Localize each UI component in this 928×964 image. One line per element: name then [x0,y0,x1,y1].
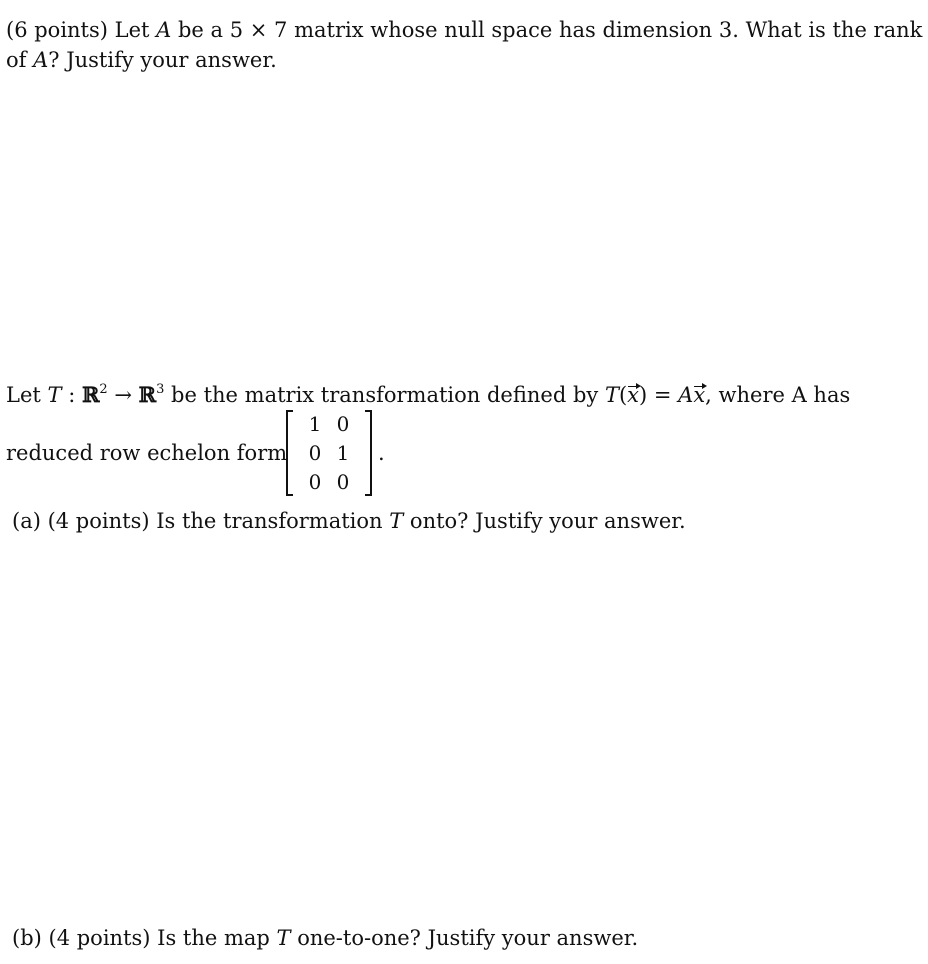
problem1-text-c: of [6,48,34,72]
matrix-period: . [378,441,385,465]
intro-end: , where A has [705,383,851,407]
colon: : [61,383,82,407]
matrix-cell: 0 [336,412,350,436]
rref-label: reduced row echelon form [6,441,288,465]
matrix-cell: 1 [308,412,322,436]
intro-mid: be the matrix transformation defined by [164,383,605,407]
part-b [12,928,638,949]
var-T: T [47,383,62,407]
part-a [12,511,686,532]
matrix-cell: 0 [336,470,350,494]
real-set-2: ℝ [138,382,157,407]
paren-close: ) [639,383,648,407]
equals: = [647,383,679,407]
var-A-2: A [33,48,49,72]
part-b-var-T: T [276,926,291,950]
matrix-cell: 0 [308,470,322,494]
paren-open: ( [618,383,628,407]
problem1-line2 [6,50,277,71]
exp-2: 2 [99,382,108,397]
intro-let: Let [6,383,48,407]
part-a-prefix: (a) (4 points) Is the transformation [12,509,390,533]
matrix-left-bracket [286,410,293,496]
problem2-intro [6,384,850,406]
part-b-suffix: one-to-one? Justify your answer. [290,926,639,950]
problem1-text-d: ? Justify your answer. [48,48,277,72]
matrix-right-bracket [365,410,372,496]
T-func: T [604,383,619,407]
problem1-text-b: be a 5 × 7 matrix whose null space has dimension 3. What is the rank [171,18,923,42]
real-set-1: ℝ [81,382,100,407]
problem1-text-a: (6 points) Let [6,18,157,42]
exp-3: 3 [156,382,165,397]
matrix-cell: 1 [336,441,350,465]
A-times: A [678,383,694,407]
part-a-var-T: T [389,509,404,533]
problem1-line1 [6,20,922,41]
vector-x: x [627,383,639,407]
part-a-suffix: onto? Justify your answer. [403,509,686,533]
rref-matrix [286,410,372,496]
arrow: → [107,383,139,407]
matrix-cell: 0 [308,441,322,465]
part-b-prefix: (b) (4 points) Is the map [12,926,277,950]
vector-x-2: x [693,383,706,407]
var-A: A [156,18,172,42]
